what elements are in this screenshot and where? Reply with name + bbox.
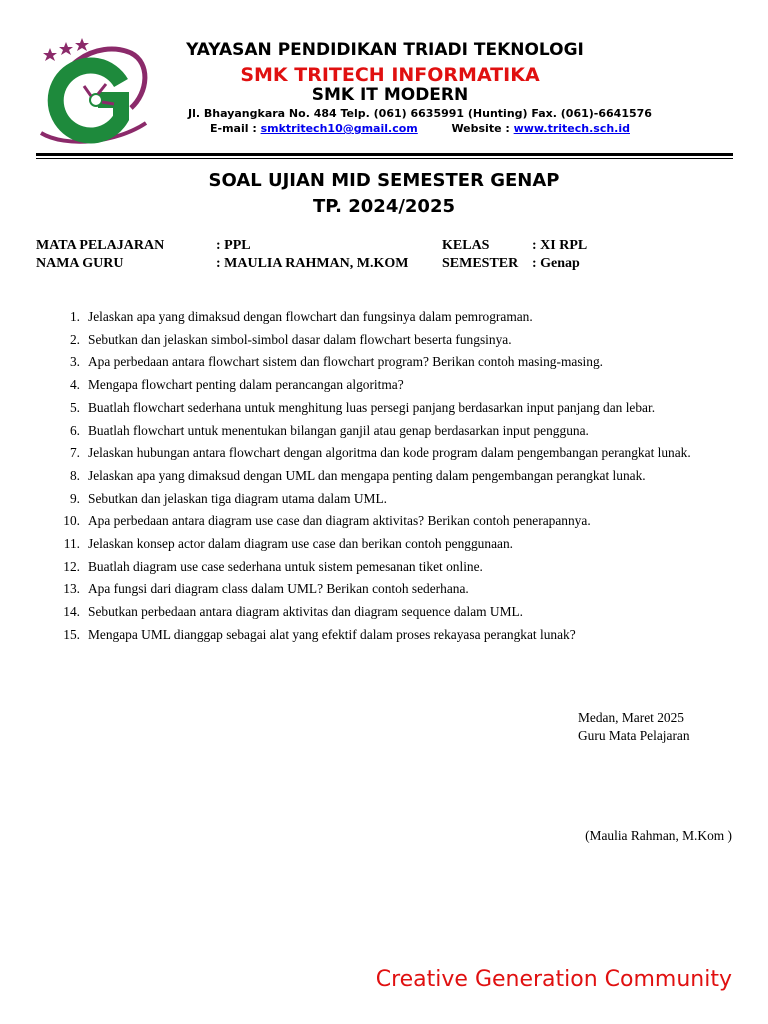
- question-item: [36, 420, 732, 443]
- website-label: Website :: [451, 122, 514, 135]
- semester-value: : Genap: [532, 256, 580, 271]
- exam-year: TP. 2024/2025: [312, 196, 456, 217]
- question-item: [36, 578, 732, 601]
- question-text: Sebutkan dan jelaskan simbol-simbol dasar dalam flowchart beserta fungsinya.: [88, 331, 512, 347]
- exam-title: SOAL UJIAN MID SEMESTER GENAP: [208, 170, 560, 191]
- question-list: [36, 306, 732, 647]
- question-item: [36, 556, 732, 579]
- question-item: [36, 488, 732, 511]
- subject-label: MATA PELAJARAN: [36, 238, 165, 253]
- semester-label: SEMESTER: [442, 256, 519, 271]
- question-item: [36, 510, 732, 533]
- question-number: 7.: [69, 445, 80, 461]
- question-text: Jelaskan apa yang dimaksud dengan flowchart dan fungsinya dalam pemrograman.: [88, 309, 533, 324]
- signature-name: (Maulia Rahman, M.Kom ): [585, 828, 732, 843]
- question-text: Sebutkan perbedaan antara diagram aktivitas dan diagram sequence dalam UML.: [88, 604, 524, 620]
- signature-role: Guru Mata Pelajaran: [578, 728, 690, 743]
- question-text: Jelaskan apa yang dimaksud dengan UML dan mengapa penting dalam pengembangan perangkat lunak.: [88, 467, 646, 483]
- class-value: : XI RPL: [532, 238, 588, 253]
- question-number: 3.: [69, 354, 80, 370]
- question-item: [36, 351, 732, 374]
- question-number: 5.: [69, 399, 80, 415]
- question-text: Apa fungsi dari diagram class dalam UML? Berikan contoh sederhana.: [88, 581, 469, 597]
- question-item: [36, 624, 732, 647]
- question-text: Jelaskan konsep actor dalam diagram use case dan berikan contoh penggunaan.: [88, 536, 513, 552]
- question-number: 14.: [63, 604, 80, 620]
- question-number: 2.: [69, 331, 80, 347]
- question-number: 1.: [69, 309, 80, 324]
- teacher-label: NAMA GURU: [36, 256, 124, 271]
- question-number: 4.: [69, 377, 80, 393]
- question-number: 13.: [63, 581, 80, 597]
- question-number: 11.: [63, 536, 80, 552]
- website-link[interactable]: www.tritech.sch.id: [513, 122, 630, 135]
- question-number: 8.: [69, 467, 80, 483]
- question-item: [36, 329, 732, 352]
- question-number: 10.: [63, 513, 80, 529]
- foundation-name: YAYASAN PENDIDIKAN TRIADI TEKNOLOGI: [186, 40, 584, 60]
- question-text: Buatlah diagram use case sederhana untuk sistem pemesanan tiket online.: [88, 558, 483, 574]
- question-text: Apa perbedaan antara diagram use case dan diagram aktivitas? Berikan contoh penerapannya.: [88, 513, 591, 529]
- class-label: KELAS: [442, 238, 490, 253]
- signature-place-date: Medan, Maret 2025: [578, 710, 684, 725]
- question-number: 9.: [69, 490, 80, 506]
- header-divider-thick: [36, 153, 733, 156]
- question-number: 6.: [69, 422, 80, 438]
- question-item: [36, 442, 732, 465]
- school-address: Jl. Bhayangkara No. 484 Telp. (061) 6635991 (Hunting) Fax. (061)-6641576: [188, 107, 652, 120]
- question-item: [36, 465, 732, 488]
- footer-slogan: Creative Generation Community: [375, 967, 732, 992]
- question-number: 12.: [63, 558, 80, 574]
- question-text: Jelaskan hubungan antara flowchart dengan algoritma dan kode program dalam pengembangan perangkat lunak.: [88, 445, 691, 461]
- question-text: Buatlah flowchart untuk menentukan bilangan ganjil atau genap berdasarkan input pengguna.: [88, 422, 589, 438]
- question-item: [36, 306, 732, 329]
- subject-value: : PPL: [216, 238, 251, 253]
- question-item: [36, 533, 732, 556]
- question-text: Sebutkan dan jelaskan tiga diagram utama dalam UML.: [88, 490, 387, 506]
- school-logo-icon: [36, 38, 156, 148]
- header-divider-thin: [36, 158, 733, 159]
- school-name: SMK TRITECH INFORMATIKA: [240, 64, 540, 86]
- school-subtitle: SMK IT MODERN: [311, 85, 469, 105]
- teacher-value: : MAULIA RAHMAN, M.KOM: [216, 256, 409, 271]
- contact-line: [160, 122, 680, 135]
- question-text: Mengapa UML dianggap sebagai alat yang efektif dalam proses rekayasa perangkat lunak?: [88, 626, 576, 642]
- question-item: [36, 374, 732, 397]
- email-label: E-mail :: [209, 122, 261, 135]
- question-text: Mengapa flowchart penting dalam perancangan algoritma?: [88, 377, 404, 393]
- question-number: 15.: [63, 626, 80, 642]
- question-item: [36, 601, 732, 624]
- question-item: [36, 397, 732, 420]
- question-text: Apa perbedaan antara flowchart sistem dan flowchart program? Berikan contoh masing-masing.: [88, 354, 603, 370]
- email-link[interactable]: smktritech10@gmail.com: [260, 122, 418, 135]
- question-text: Buatlah flowchart sederhana untuk menghitung luas persegi panjang berdasarkan input panjang dan lebar.: [88, 399, 656, 415]
